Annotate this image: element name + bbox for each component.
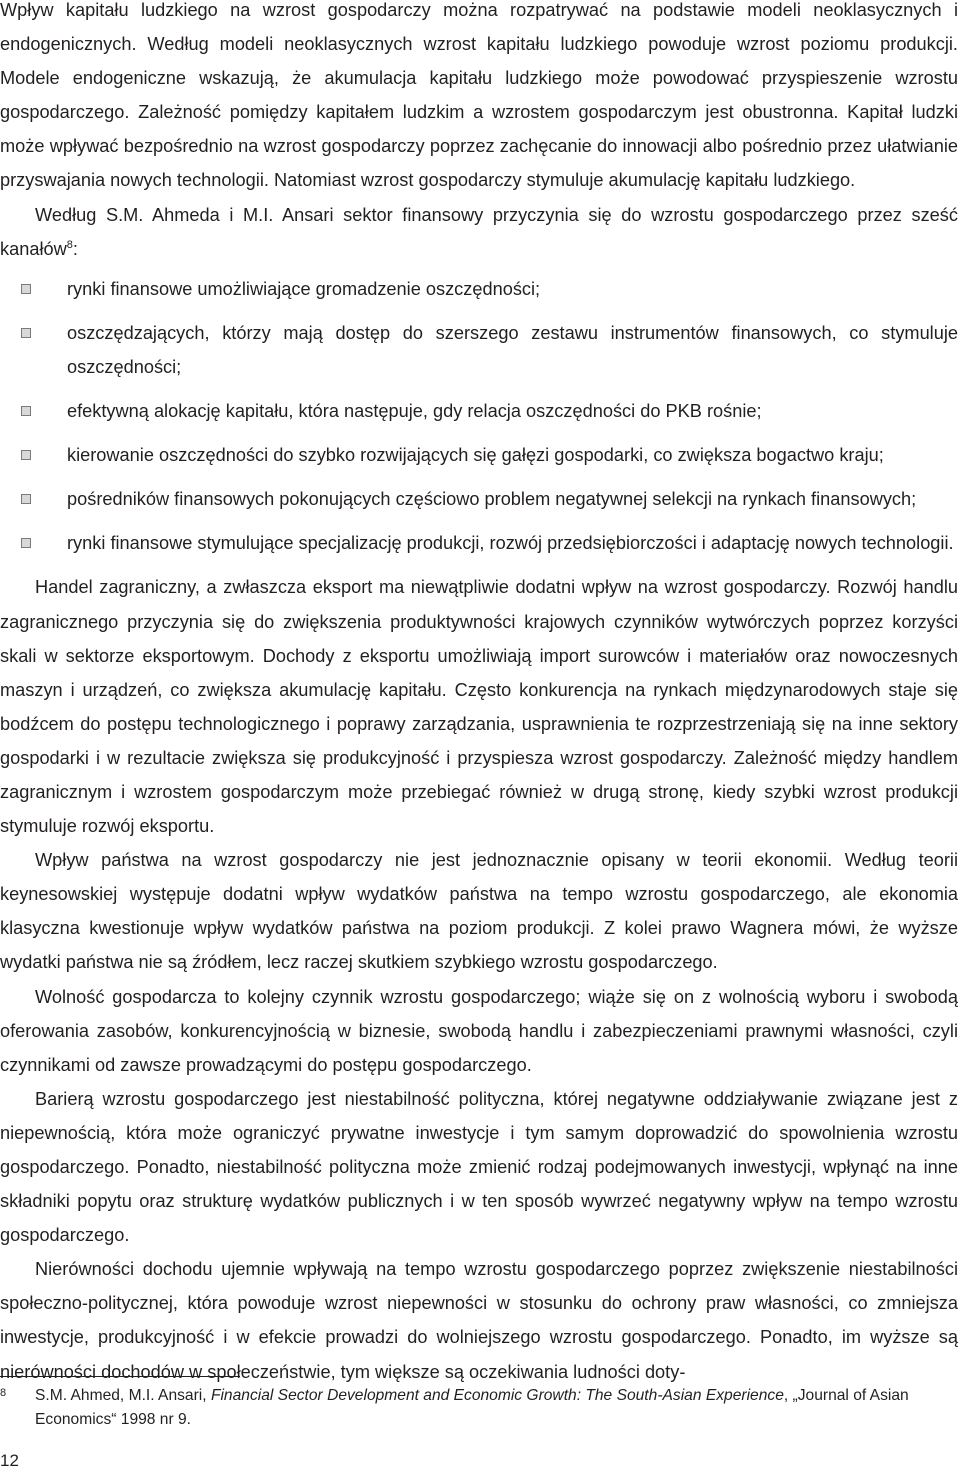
list-intro-colon: : — [72, 238, 78, 259]
square-bullet-icon — [21, 450, 31, 460]
list-item-text: kierowanie oszczędności do szybko rozwijających się gałęzi gospodarki, co zwiększa bogactwo kraju; — [67, 445, 884, 466]
square-bullet-icon — [21, 494, 31, 504]
list-item-text: rynki finansowe stymulujące specjalizację produkcji, rozwój przedsiębiorczości i adaptację nowych technologii. — [67, 533, 954, 554]
footnote-authors: S.M. Ahmed, M.I. Ansari, — [35, 1387, 211, 1404]
paragraph-income-inequality: Nierówności dochodu ujemnie wpływają na tempo wzrostu gospodarczego poprzez zwiększenie niestabilności społeczno-politycznej, która powoduje wzrost niepewności w stosunku do ochrony praw własności, co zmniejsza inwestycje, produkcyjność i w efekcie prowadzi do wolniejszego wzrostu gospodarczego. Ponadto, im wyższe są nierówności dochodów w społeczeństwie, tym większe są oczekiwania ludności doty- — [0, 1259, 958, 1382]
paragraph-political-instability: Barierą wzrostu gospodarczego jest niestabilność polityczna, której negatywne oddziaływanie związane jest z niepewnością, która może ograniczyć prywatne inwestycje i tym samym doprowadzić do spowolnienia wzrostu gospodarczego. Ponadto, niestabilność polityczna może zmienić rodzaj podejmowanych inwestycji, wpłynąć na inne składniki popytu oraz strukturę wydatków publicznych i w ten sposób wywrzeć negatywny wpływ na tempo wzrostu gospodarczego. — [0, 1088, 958, 1246]
footnote-reference[interactable]: 8 — [66, 238, 73, 251]
square-bullet-icon — [21, 406, 31, 416]
list-item — [67, 526, 958, 560]
list-item — [67, 272, 958, 306]
list-item-text: efektywną alokację kapitału, która następuje, gdy relacja oszczędności do PKB rośnie; — [67, 401, 762, 422]
footnote-divider — [0, 1376, 240, 1377]
footnote-title: Financial Sector Development and Economic Growth: The South-Asian Experience — [210, 1387, 784, 1404]
paragraph-foreign-trade: Handel zagraniczny, a zwłaszcza eksport ma niewątpliwie dodatni wpływ na wzrost gospodarczy. Rozwój handlu zagranicznego przyczynia się do zwiększenia produktywności krajowych czynników wytwórczych poprzez korzyści skali w sektorze eksportowym. Dochody z eksportu umożliwiają import surowców i materiałów oraz nowoczesnych maszyn i urządzeń, co zwiększa akumulację kapitału. Często konkurencja na rynkach międzynarodowych staje się bodźcem do postępu technologicznego i poprawy zarządzania, usprawnienia te rozprzestrzeniają się na inne sektory gospodarki i w rezultacie zwiększa się produkcyjność i przyspiesza wzrost gospodarczy. Zależność między handlem zagranicznym i wzrostem gospodarczym może przebiegać również w drugą stronę, kiedy szybki wzrost produkcji stymuluje rozwój eksportu. — [0, 577, 958, 837]
list-item — [67, 394, 958, 428]
footnote-source: , „Journal of Asian Economics“ 1998 nr 9. — [35, 1387, 909, 1428]
square-bullet-icon — [21, 538, 31, 548]
paragraph-economic-freedom: Wolność gospodarcza to kolejny czynnik wzrostu gospodarczego; wiąże się on z wolnością wyboru i swobodą oferowania zasobów, konkurencyjnością w biznesie, swobodą handlu i zabezpieczeniami prawnymi własności, czyli czynnikami od zawsze prowadzącymi do postępu gospodarczego. — [0, 986, 958, 1075]
list-item-text: rynki finansowe umożliwiające gromadzenie oszczędności; — [67, 278, 541, 299]
list-item — [67, 316, 958, 384]
paragraph-state-influence: Wpływ państwa na wzrost gospodarczy nie jest jednoznacznie opisany w teorii ekonomii. Według teorii keynesowskiej występuje dodatni wpływ wydatków państwa na tempo wzrostu gospodarczego, ale ekonomia klasyczna kwestionuje wpływ wydatków państwa na poziom produkcji. Z kolei prawo Wagnera mówi, że wyższe wydatki państwa nie są źródłem, lecz raczej skutkiem szybkiego wzrostu gospodarczego. — [0, 850, 958, 973]
paragraph-financial-sector-intro — [0, 198, 958, 266]
footnote — [0, 1384, 958, 1432]
paragraph-human-capital: Wpływ kapitału ludzkiego na wzrost gospodarczy można rozpatrywać na podstawie modeli neoklasycznych i endogenicznych. Według modeli neoklasycznych wzrost kapitału ludzkiego powoduje wzrost poziomu produkcji. Modele endogeniczne wskazują, że akumulacja kapitału ludzkiego może powodować przyspieszenie wzrostu gospodarczego. Zależność pomiędzy kapitałem ludzkim a wzrostem gospodarczym jest obustronna. Kapitał ludzki może wpływać bezpośrednio na wzrost gospodarczy poprzez zachęcanie do innowacji albo pośrednio przez ułatwianie przyswajania nowych technologii. Natomiast wzrost gospodarczy stymuluje akumulację kapitału ludzkiego. — [0, 0, 958, 191]
square-bullet-icon — [21, 328, 31, 338]
financial-channels-list — [0, 272, 958, 561]
financial-sector-intro-text: Według S.M. Ahmeda i M.I. Ansari sektor finansowy przyczynia się do wzrostu gospodarczego przez sześć kanałów — [0, 204, 958, 259]
list-item — [67, 482, 958, 516]
list-item-text: oszczędzających, którzy mają dostęp do szerszego zestawu instrumentów finansowych, co stymuluje oszczędności; — [67, 322, 958, 377]
list-item-text: pośredników finansowych pokonujących częściowo problem negatywnej selekcji na rynkach finansowych; — [67, 489, 917, 510]
footnote-body — [0, 1384, 958, 1432]
list-item — [67, 438, 958, 472]
square-bullet-icon — [21, 284, 31, 294]
footnote-number: 8 — [0, 1387, 7, 1399]
page-number: 12 — [0, 1451, 19, 1470]
